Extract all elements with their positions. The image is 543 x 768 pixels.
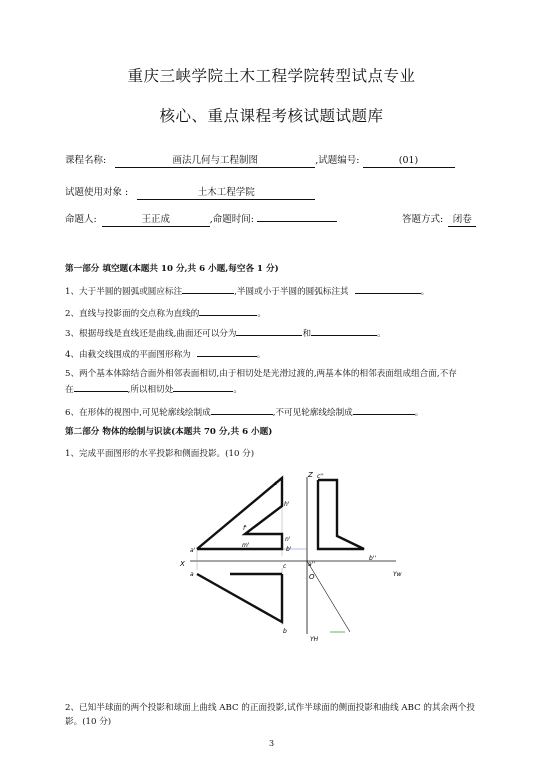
q3-text-c: 。 <box>377 329 386 339</box>
label-h1: h' <box>284 501 290 508</box>
page-title: 重庆三峡学院土木工程学院转型试点专业 <box>127 67 416 85</box>
top-view-shape <box>197 574 282 622</box>
label-a1: a' <box>190 547 196 554</box>
course-value: 画法几何与工程制图 <box>115 155 315 168</box>
front-view-shape <box>197 478 282 549</box>
label-c2: c'' <box>317 473 324 480</box>
label-c: c <box>283 563 287 570</box>
course-label: 课程名称: <box>65 155 107 166</box>
label-origin: O <box>309 573 315 581</box>
part2-question-1: 1、完成平面图形的水平投影和侧面投影。(10 分) <box>65 449 255 459</box>
time-label: ,命题时间: <box>209 214 254 225</box>
exam-no-value: (01) <box>363 155 455 168</box>
method-value: 闭卷 <box>448 214 476 227</box>
target-value: 土木工程学院 <box>137 187 315 200</box>
label-a: a <box>190 571 194 578</box>
method-label: 答题方式: <box>402 214 444 225</box>
part2-heading: 第二部分 物体的绘制与识读(本题共 70 分,共 6 小题) <box>65 427 273 437</box>
label-a2: a'' <box>308 561 315 568</box>
label-x: X <box>180 560 185 568</box>
question-5-line1: 5、两个基本体除结合面外相邻表面相切,由于相切处是光滑过渡的,两基本体的相邻表面组成组合面,不存 <box>65 369 457 379</box>
q4-text-a: 4、由截交线围成的平面图形称为 <box>65 350 191 360</box>
part1-heading: 第一部分 填空题(本题共 10 分,共 6 小题,每空各 1 分) <box>65 264 279 274</box>
label-c1: c' <box>274 480 279 487</box>
label-b1: b' <box>286 546 292 553</box>
label-yh: YH <box>310 636 319 643</box>
target-label: 试题使用对象 : <box>65 187 129 198</box>
side-view-shape <box>318 480 364 549</box>
bisector-line <box>307 561 350 632</box>
author-label: 命题人: <box>65 214 97 225</box>
q5-text-c: 。 <box>233 385 242 395</box>
q1-text-c: 。 <box>420 287 430 297</box>
q5-text-a: 在 <box>65 385 74 395</box>
author-value: 王正成 <box>102 214 210 227</box>
page-number: 3 <box>268 739 275 748</box>
q6-text-b: ,不可见轮廓线绘制成 <box>272 408 353 418</box>
label-n1: n' <box>285 536 291 543</box>
part2-question-2-line1: 2、已知半球面的两个投影和球面上曲线 ABC 的正面投影,试作半球面的侧面投影和曲线 ABC 的其余两个投 <box>65 703 475 713</box>
part2-question-2-line2: 影。(10 分) <box>65 717 112 727</box>
q1-text-b: ,半圆或小于半圆的圆弧标注其 <box>234 287 349 297</box>
q2-text-a: 2、直线与投影面的交点称为直线的 <box>65 309 200 319</box>
label-b: b <box>283 628 287 635</box>
label-yw: Yw <box>393 571 402 578</box>
q1-text-a: 1、大于半圆的圆弧或圆应标注 <box>65 287 183 297</box>
label-b2: b'' <box>369 555 377 562</box>
q6-text-c: 。 <box>414 408 424 418</box>
q5-text-b: ,所以相切处 <box>127 385 174 395</box>
label-f1: f' <box>243 525 247 532</box>
q4-text-b: 。 <box>256 350 266 360</box>
exam-no-label: ,试题编号: <box>315 155 360 166</box>
q6-text-a: 6、在形体的视图中,可见轮廓线绘制成 <box>65 408 211 418</box>
q2-text-b: 。 <box>257 309 266 319</box>
label-m1: m' <box>242 542 250 549</box>
q3-text-a: 3、根据母线是直线还是曲线,曲面还可以分为 <box>65 329 237 339</box>
page-subtitle: 核心、重点课程考核试题试题库 <box>159 107 384 125</box>
q3-text-b: 和 <box>302 329 312 339</box>
label-z: Z <box>308 471 313 479</box>
